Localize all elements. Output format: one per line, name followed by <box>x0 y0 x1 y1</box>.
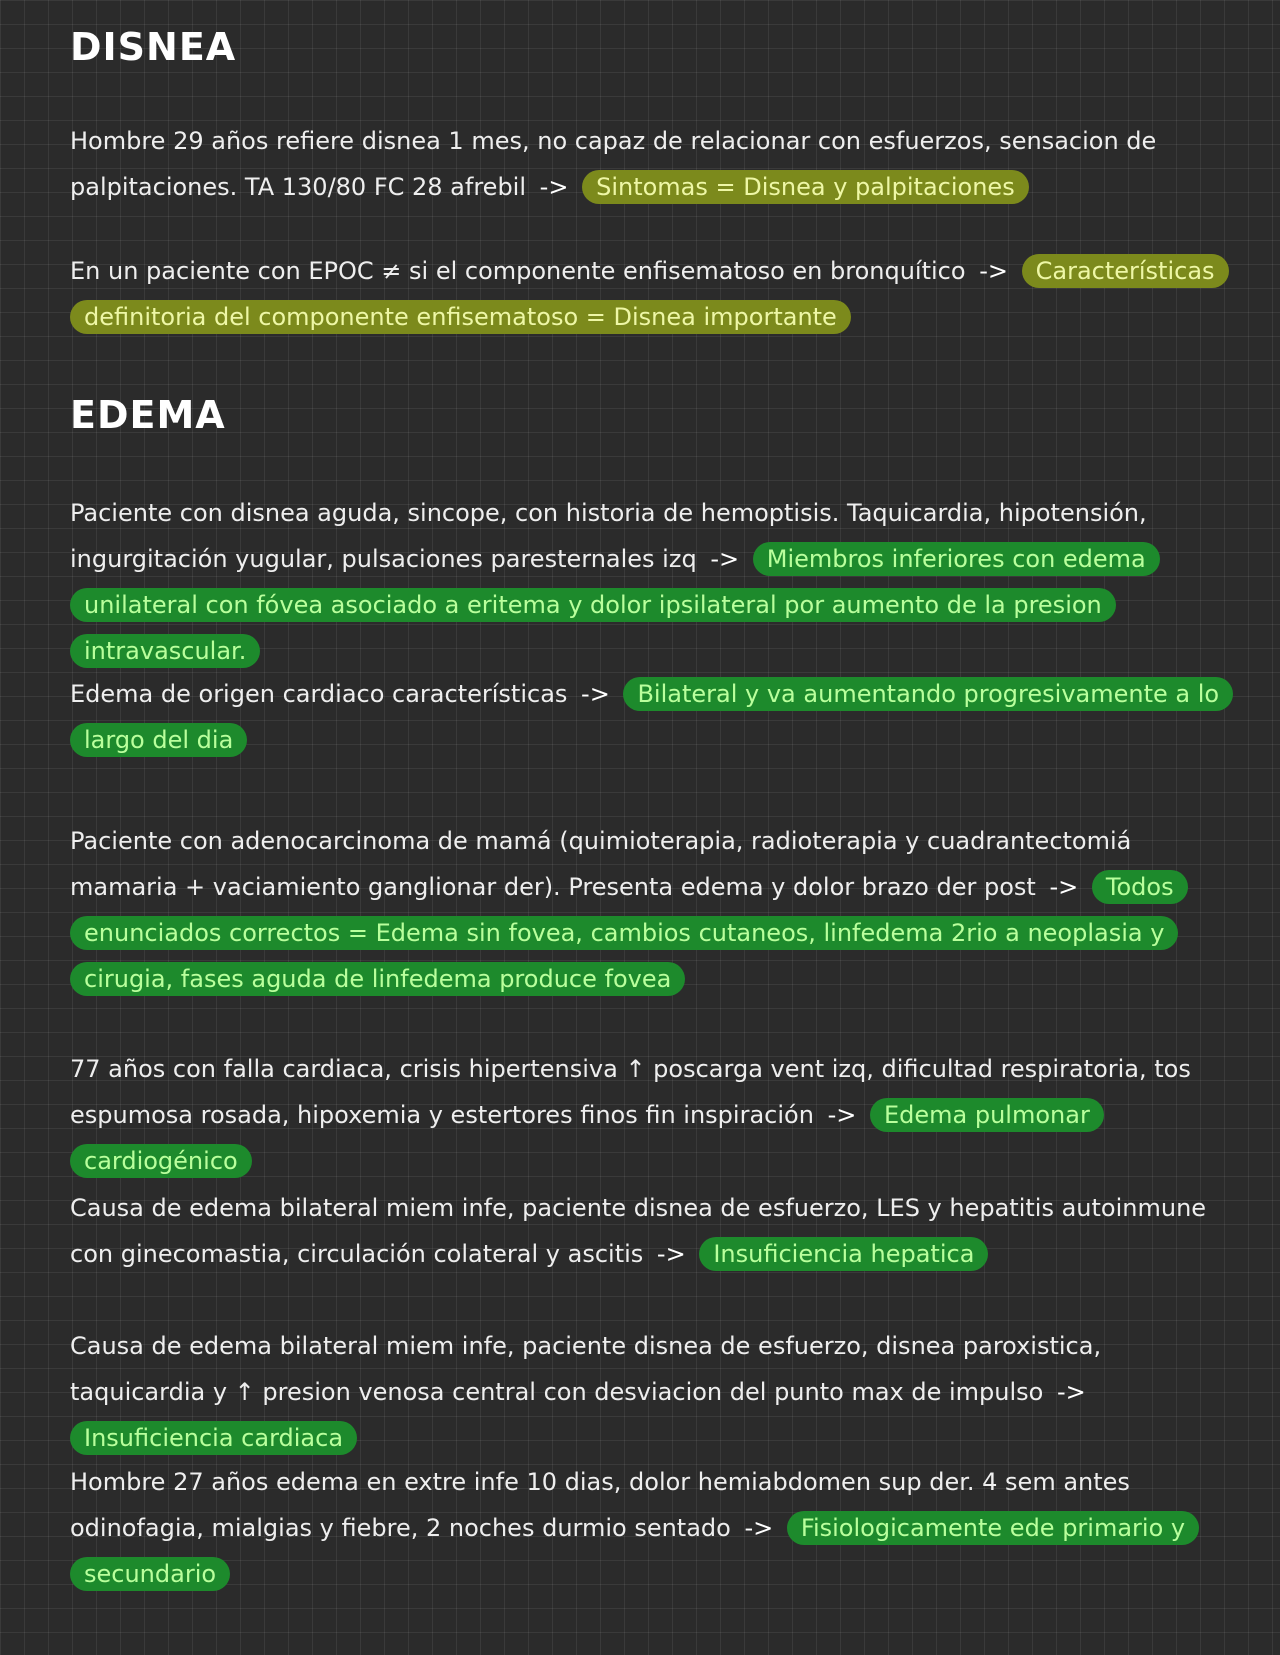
note-edema-7 <box>70 1459 1235 1597</box>
note-edema-2 <box>70 671 1235 763</box>
note-answer: Características definitoria del componente enfisematoso = Disnea importante <box>70 254 1229 334</box>
note-answer: Edema pulmonar cardiogénico <box>70 1098 1104 1178</box>
heading-edema: EDEMA <box>70 393 226 437</box>
arrow-icon: -> <box>979 257 1008 285</box>
note-disnea-2 <box>70 248 1235 340</box>
note-answer: Insuficiencia cardiaca <box>70 1421 357 1455</box>
note-question: Edema de origen cardiaco características <box>70 680 568 708</box>
note-question: En un paciente con EPOC ≠ si el componente enfisematoso en bronquítico <box>70 257 966 285</box>
note-edema-5 <box>70 1185 1235 1277</box>
note-answer: Insuficiencia hepatica <box>699 1237 988 1271</box>
note-answer: Fisiologicamente ede primario y secundario <box>70 1511 1199 1591</box>
note-edema-1 <box>70 490 1235 674</box>
note-edema-4 <box>70 1046 1235 1184</box>
note-question: Hombre 27 años edema en extre infe 10 dias, dolor hemiabdomen sup der. 4 sem antes odinofagia, mialgias y fiebre, 2 noches durmio sentado <box>70 1468 1130 1542</box>
note-question: Paciente con disnea aguda, sincope, con historia de hemoptisis. Taquicardia, hipotensión, ingurgitación yugular, pulsaciones paresternales izq <box>70 499 1147 573</box>
arrow-icon: -> <box>539 173 569 201</box>
note-question: Hombre 29 años refiere disnea 1 mes, no capaz de relacionar con esfuerzos, sensacion de palpitaciones. TA 130/80 FC 28 afrebil <box>70 127 1157 201</box>
note-edema-6 <box>70 1323 1235 1461</box>
heading-disnea: DISNEA <box>70 25 237 69</box>
note-answer: Miembros inferiores con edema unilateral con fóvea asociado a eritema y dolor ipsilateral por aumento de la presion intravascular. <box>70 542 1160 668</box>
arrow-icon: -> <box>1049 873 1079 901</box>
note-edema-3 <box>70 818 1235 1002</box>
arrow-icon: -> <box>581 680 610 708</box>
note-question: 77 años con falla cardiaca, crisis hipertensiva ↑ poscarga vent izq, dificultad respiratoria, tos espumosa rosada, hipoxemia y estertores finos fin inspiración <box>70 1055 1191 1129</box>
arrow-icon: -> <box>744 1514 774 1542</box>
arrow-icon: -> <box>710 545 740 573</box>
note-question: Paciente con adenocarcinoma de mamá (quimioterapia, radioterapia y cuadrantectomiá mamaria + vaciamiento ganglionar der). Presenta edema y dolor brazo der post <box>70 827 1132 901</box>
arrow-icon: -> <box>1056 1378 1086 1406</box>
note-question: Causa de edema bilateral miem infe, paciente disnea de esfuerzo, LES y hepatitis autoinmune con ginecomastia, circulación colateral y ascitis <box>70 1194 1207 1268</box>
arrow-icon: -> <box>827 1101 857 1129</box>
note-disnea-1 <box>70 118 1235 210</box>
note-question: Causa de edema bilateral miem infe, paciente disnea de esfuerzo, disnea paroxistica, taquicardia y ↑ presion venosa central con desviacion del punto max de impulso <box>70 1332 1102 1406</box>
note-answer: Sintomas = Disnea y palpitaciones <box>582 170 1029 204</box>
note-answer: Todos enunciados correctos = Edema sin fovea, cambios cutaneos, linfedema 2rio a neoplasia y cirugia, fases aguda de linfedema produce fovea <box>70 870 1188 996</box>
note-answer: Bilateral y va aumentando progresivamente a lo largo del dia <box>70 677 1233 757</box>
arrow-icon: -> <box>656 1240 686 1268</box>
